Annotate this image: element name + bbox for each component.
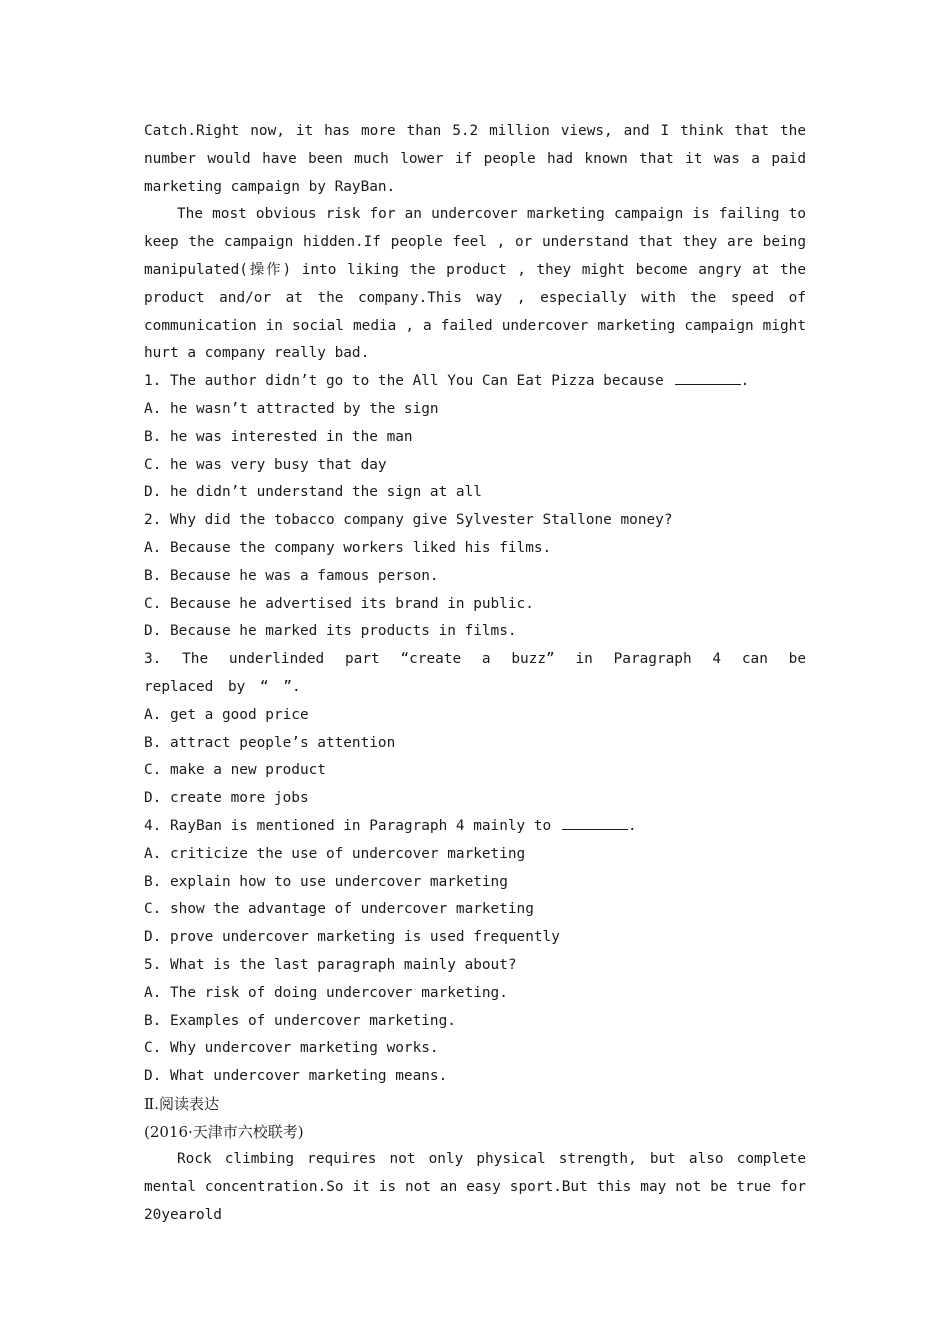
- section2-paragraph: Rock climbing requires not only physical strength, but also complete mental concentration.So it is not an easy sport.But this may not be true for 20yearold: [144, 1151, 806, 1224]
- option-c: C. show the advantage of undercover marketing: [144, 901, 534, 918]
- answer-blank: [675, 368, 741, 385]
- option-b: B. explain how to use undercover marketing: [144, 873, 508, 890]
- option-a: A. criticize the use of undercover marketing: [144, 845, 526, 862]
- passage-paragraph-risk: The most obvious risk for an undercover marketing campaign is failing to keep the campaign hidden.If people feel , or understand that they are being manipulated(操作) into liking the product , they might become angry at the product and/or at the company.This way , especially with the speed of communication in social media , a failed undercover marketing campaign might hurt a company really bad.: [144, 206, 806, 362]
- option-b: B. Because he was a famous person.: [144, 567, 439, 584]
- option-a: A. get a good price: [144, 706, 309, 723]
- question-stem: 5. What is the last paragraph mainly about?: [144, 956, 517, 973]
- question-stem: 1. The author didn’t go to the All You Can Eat Pizza because .: [144, 368, 806, 396]
- option-d: D. What undercover marketing means.: [144, 1068, 448, 1085]
- option-a: A. The risk of doing undercover marketing.: [144, 984, 508, 1001]
- option-d: D. create more jobs: [144, 790, 309, 807]
- option-b: B. attract people’s attention: [144, 734, 396, 751]
- section-heading: Ⅱ.阅读表达: [144, 1094, 219, 1113]
- option-c: C. Because he advertised its brand in public.: [144, 595, 534, 612]
- section-source: (2016·天津市六校联考): [144, 1122, 304, 1141]
- option-c: C. he was very busy that day: [144, 456, 387, 473]
- question-stem: 2. Why did the tobacco company give Sylvester Stallone money?: [144, 512, 673, 529]
- option-d: D. prove undercover marketing is used frequently: [144, 929, 560, 946]
- question-stem: 3. The underlinded part “create a buzz” in Paragraph 4 can be replaced by “ ”.: [144, 651, 806, 695]
- option-d: D. he didn’t understand the sign at all: [144, 484, 482, 501]
- passage-paragraph-continued: Catch.Right now, it has more than 5.2 million views, and I think that the number would have been much lower if people had known that it was a paid marketing campaign by RayBan.: [144, 123, 806, 195]
- question-1: [144, 368, 806, 507]
- document-page: [144, 118, 806, 1230]
- option-b: B. Examples of undercover marketing.: [144, 1012, 456, 1029]
- option-a: A. he wasn’t attracted by the sign: [144, 400, 439, 417]
- question-stem: 4. RayBan is mentioned in Paragraph 4 mainly to .: [144, 813, 806, 841]
- question-4: [144, 813, 806, 952]
- option-c: C. make a new product: [144, 762, 326, 779]
- option-a: A. Because the company workers liked his films.: [144, 539, 552, 556]
- question-2: [144, 507, 806, 646]
- option-c: C. Why undercover marketing works.: [144, 1040, 439, 1057]
- question-5: [144, 952, 806, 1091]
- answer-blank: [562, 813, 628, 830]
- option-d: D. Because he marked its products in films.: [144, 623, 517, 640]
- option-b: B. he was interested in the man: [144, 428, 413, 445]
- question-3: [144, 646, 806, 813]
